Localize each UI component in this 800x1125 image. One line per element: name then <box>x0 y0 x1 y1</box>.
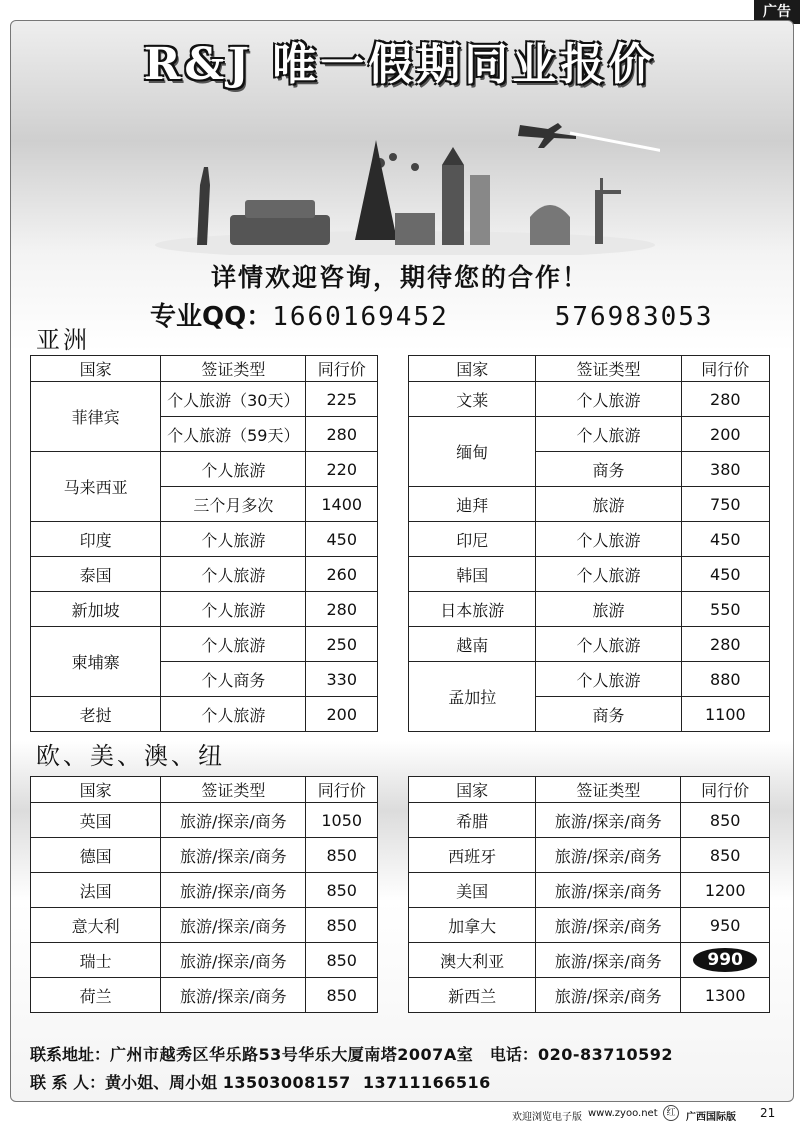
column-header: 同行价 <box>306 777 378 803</box>
phone-number: 020-83710592 <box>537 1045 674 1064</box>
visa-type-cell: 个人旅游 <box>161 522 306 557</box>
table-row <box>31 803 378 838</box>
country-cell: 荷兰 <box>31 978 161 1013</box>
price-cell: 220 <box>306 452 378 487</box>
visa-type-cell: 旅游/探亲/商务 <box>161 908 306 943</box>
brand-logo: R&J <box>143 39 253 90</box>
price-cell: 330 <box>306 662 378 697</box>
page-footer <box>0 1104 800 1125</box>
column-header: 同行价 <box>681 356 769 382</box>
country-cell: 澳大利亚 <box>409 943 536 978</box>
price-cell: 1400 <box>306 487 378 522</box>
price-cell: 850 <box>681 838 770 873</box>
table-row <box>31 592 378 627</box>
table-row <box>31 627 378 662</box>
price-cell: 450 <box>681 522 769 557</box>
visa-type-cell: 旅游/探亲/商务 <box>161 978 306 1013</box>
column-header: 签证类型 <box>161 356 306 382</box>
country-cell: 文莱 <box>409 382 536 417</box>
visa-type-cell: 旅游/探亲/商务 <box>536 943 681 978</box>
table-row <box>409 943 770 978</box>
country-cell: 希腊 <box>409 803 536 838</box>
price-cell: 225 <box>306 382 378 417</box>
visa-type-cell: 个人旅游 <box>161 592 306 627</box>
table-row <box>409 487 770 522</box>
price-cell: 850 <box>306 908 378 943</box>
table-header-row <box>409 356 770 382</box>
visa-type-cell: 旅游/探亲/商务 <box>536 803 681 838</box>
table-row <box>31 838 378 873</box>
asia-price-table-right <box>408 355 770 732</box>
price-cell: 450 <box>306 522 378 557</box>
table-row <box>409 908 770 943</box>
country-cell: 越南 <box>409 627 536 662</box>
price-cell: 250 <box>306 627 378 662</box>
column-header: 国家 <box>31 356 161 382</box>
visa-type-cell: 旅游/探亲/商务 <box>161 943 306 978</box>
country-cell: 孟加拉 <box>409 662 536 732</box>
ad-tag: 广告 <box>754 0 800 24</box>
country-cell: 新加坡 <box>31 592 161 627</box>
table-row <box>409 557 770 592</box>
table-row <box>31 452 378 487</box>
price-cell: 1100 <box>681 697 769 732</box>
visa-type-cell: 个人旅游 <box>536 662 681 697</box>
column-header: 签证类型 <box>536 356 681 382</box>
footer-logo-icon: 红 <box>663 1105 679 1121</box>
country-cell: 韩国 <box>409 557 536 592</box>
country-cell: 泰国 <box>31 557 161 592</box>
qq-contact <box>150 296 714 333</box>
visa-type-cell: 个人旅游 <box>161 452 306 487</box>
table-row <box>409 803 770 838</box>
contact-person <box>30 1070 491 1093</box>
visa-type-cell: 个人旅游 <box>536 382 681 417</box>
table-row <box>31 382 378 417</box>
table-row <box>409 873 770 908</box>
country-cell: 法国 <box>31 873 161 908</box>
price-cell: 950 <box>681 908 770 943</box>
footer-note: 欢迎浏览电子版 <box>512 1112 582 1123</box>
visa-type-cell: 旅游 <box>536 487 681 522</box>
visa-type-cell: 个人旅游 <box>161 697 306 732</box>
price-cell: 550 <box>681 592 769 627</box>
visa-type-cell: 旅游/探亲/商务 <box>161 873 306 908</box>
visa-type-cell: 旅游/探亲/商务 <box>161 803 306 838</box>
price-cell: 1300 <box>681 978 770 1013</box>
table-row <box>409 978 770 1013</box>
column-header: 国家 <box>409 777 536 803</box>
price-cell: 260 <box>306 557 378 592</box>
price-highlight-badge: 990 <box>693 948 757 972</box>
table-row <box>409 592 770 627</box>
column-header: 签证类型 <box>536 777 681 803</box>
page-number: 21 <box>760 1106 776 1120</box>
contact-address <box>30 1042 673 1065</box>
price-cell: 200 <box>681 417 769 452</box>
country-cell: 老挝 <box>31 697 161 732</box>
visa-type-cell: 个人旅游 <box>536 557 681 592</box>
country-cell: 美国 <box>409 873 536 908</box>
price-cell: 850 <box>681 803 770 838</box>
visa-type-cell: 商务 <box>536 697 681 732</box>
visa-type-cell: 旅游 <box>536 592 681 627</box>
country-cell: 日本旅游 <box>409 592 536 627</box>
country-cell: 菲律宾 <box>31 382 161 452</box>
slogan: 详情欢迎咨询，期待您的合作！ <box>210 263 589 292</box>
price-cell: 380 <box>681 452 769 487</box>
country-cell: 印度 <box>31 522 161 557</box>
person-label: 联 系 人： <box>30 1073 106 1092</box>
country-cell: 柬埔寨 <box>31 627 161 697</box>
visa-type-cell: 个人旅游 <box>536 417 681 452</box>
footer-site[interactable]: www.zyoo.net <box>588 1108 658 1119</box>
price-cell: 850 <box>306 838 378 873</box>
section-title-europe: 欧、美、澳、纽 <box>36 742 225 770</box>
visa-type-cell: 个人旅游 <box>536 522 681 557</box>
qq-number-1: 1660169452 <box>272 302 449 332</box>
visa-type-cell: 个人旅游 <box>161 557 306 592</box>
country-cell: 英国 <box>31 803 161 838</box>
section-title-asia: 亚洲 <box>36 326 90 354</box>
price-cell: 880 <box>681 662 769 697</box>
landmarks-illustration <box>150 105 660 255</box>
visa-type-cell: 个人商务 <box>161 662 306 697</box>
visa-type-cell: 个人旅游 <box>536 627 681 662</box>
table-header-row <box>409 777 770 803</box>
country-cell: 德国 <box>31 838 161 873</box>
column-header: 国家 <box>409 356 536 382</box>
table-row <box>31 873 378 908</box>
visa-type-cell: 商务 <box>536 452 681 487</box>
price-cell: 850 <box>306 943 378 978</box>
country-cell: 西班牙 <box>409 838 536 873</box>
table-header-row <box>31 356 378 382</box>
price-cell: 1050 <box>306 803 378 838</box>
title-text: 唯一假期同业报价 <box>272 39 657 90</box>
visa-type-cell: 三个月多次 <box>161 487 306 522</box>
table-row <box>409 627 770 662</box>
country-cell: 印尼 <box>409 522 536 557</box>
price-cell: 850 <box>306 978 378 1013</box>
page-title <box>70 28 730 92</box>
phone-label: 电话： <box>489 1045 538 1064</box>
person-names: 黄小姐、周小姐 <box>105 1073 218 1092</box>
asia-price-table-left <box>30 355 378 732</box>
price-cell: 280 <box>681 627 769 662</box>
table-row <box>31 943 378 978</box>
price-cell: 280 <box>681 382 769 417</box>
mobile-numbers: 13503008157 13711166516 <box>222 1073 491 1092</box>
table-row <box>31 978 378 1013</box>
country-cell: 马来西亚 <box>31 452 161 522</box>
airplane-icon <box>518 123 576 148</box>
europe-price-table-left <box>30 776 378 1013</box>
price-cell: 280 <box>306 592 378 627</box>
table-header-row <box>31 777 378 803</box>
country-cell: 迪拜 <box>409 487 536 522</box>
visa-type-cell: 个人旅游 <box>161 627 306 662</box>
country-cell: 缅甸 <box>409 417 536 487</box>
europe-price-table-right <box>408 776 770 1013</box>
visa-type-cell: 旅游/探亲/商务 <box>536 838 681 873</box>
column-header: 同行价 <box>681 777 770 803</box>
table-row <box>31 908 378 943</box>
footer-edition: 广西国际版 <box>686 1112 736 1123</box>
visa-type-cell: 个人旅游（30天） <box>161 382 306 417</box>
price-cell: 750 <box>681 487 769 522</box>
table-row <box>31 522 378 557</box>
country-cell: 意大利 <box>31 908 161 943</box>
table-row <box>409 662 770 697</box>
price-cell: 280 <box>306 417 378 452</box>
column-header: 国家 <box>31 777 161 803</box>
price-cell <box>681 943 770 978</box>
table-row <box>409 417 770 452</box>
country-cell: 加拿大 <box>409 908 536 943</box>
table-row <box>409 838 770 873</box>
table-row <box>31 557 378 592</box>
qq-label: 专业QQ： <box>150 302 273 332</box>
visa-type-cell: 旅游/探亲/商务 <box>161 838 306 873</box>
visa-type-cell: 旅游/探亲/商务 <box>536 873 681 908</box>
price-cell: 850 <box>306 873 378 908</box>
country-cell: 新西兰 <box>409 978 536 1013</box>
price-cell: 450 <box>681 557 769 592</box>
qq-number-2: 576983053 <box>554 302 714 332</box>
visa-type-cell: 旅游/探亲/商务 <box>536 908 681 943</box>
price-cell: 200 <box>306 697 378 732</box>
address-text: 广州市越秀区华乐路53号华乐大厦南塔2007A室 <box>110 1045 474 1064</box>
visa-type-cell: 旅游/探亲/商务 <box>536 978 681 1013</box>
table-row <box>409 382 770 417</box>
table-row <box>409 522 770 557</box>
column-header: 签证类型 <box>161 777 306 803</box>
country-cell: 瑞士 <box>31 943 161 978</box>
address-label: 联系地址： <box>30 1045 111 1064</box>
column-header: 同行价 <box>306 356 378 382</box>
price-cell: 1200 <box>681 873 770 908</box>
table-row <box>31 697 378 732</box>
visa-type-cell: 个人旅游（59天） <box>161 417 306 452</box>
